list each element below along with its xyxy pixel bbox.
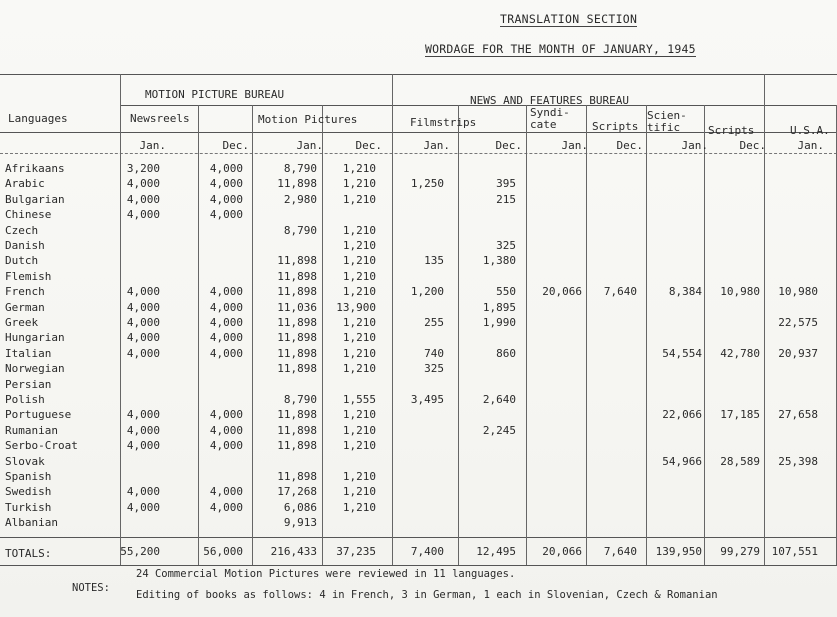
table-cell: 10,980 bbox=[720, 285, 760, 299]
language-label: Afrikaans bbox=[5, 162, 65, 175]
table-cell: 4,000 bbox=[126, 192, 160, 206]
table-cell: 4,000 bbox=[126, 331, 160, 345]
language-label: Norwegian bbox=[5, 362, 65, 376]
table-cell: 28,589 bbox=[720, 454, 760, 468]
col-header-usa: U.S.A. bbox=[790, 124, 830, 137]
table-cell: 22,066 bbox=[662, 408, 702, 422]
table-cell: 2,640 bbox=[482, 393, 516, 406]
table-cell: 1,210 bbox=[342, 423, 376, 437]
table-cell: 1,210 bbox=[342, 500, 376, 514]
language-label: Slovak bbox=[5, 454, 45, 468]
table-cell: 2,245 bbox=[482, 423, 516, 437]
column-divider bbox=[252, 105, 253, 565]
language-label: Italian bbox=[5, 346, 52, 360]
table-cell: 1,895 bbox=[482, 300, 516, 314]
language-label: Rumanian bbox=[5, 423, 58, 437]
table-cell: 4,000 bbox=[126, 408, 160, 422]
month-header: Dec. bbox=[355, 139, 382, 152]
group-header-nfb: NEWS AND FEATURES BUREAU bbox=[470, 94, 629, 107]
table-cell: 1,250 bbox=[410, 177, 444, 191]
notes-line-1: 24 Commercial Motion Pictures were reviewed in 11 languages. bbox=[136, 568, 516, 580]
group-header-mpb: MOTION PICTURE BUREAU bbox=[145, 88, 285, 101]
month-header: Jan. bbox=[797, 139, 824, 152]
month-header: Dec. bbox=[616, 139, 643, 152]
table-cell: 11,898 bbox=[277, 439, 317, 453]
language-label: Flemish bbox=[5, 269, 52, 283]
table-cell: 1,210 bbox=[342, 192, 376, 206]
table-cell: 1,555 bbox=[342, 393, 376, 406]
totals-cell: 7,640 bbox=[603, 545, 637, 558]
table-cell: 8,790 bbox=[283, 223, 317, 237]
language-label: Chinese bbox=[5, 208, 52, 222]
column-divider bbox=[120, 74, 121, 565]
table-cell: 325 bbox=[496, 239, 516, 252]
table-cell: 4,000 bbox=[209, 346, 243, 360]
table-cell: 4,000 bbox=[209, 439, 243, 453]
table-cell: 4,000 bbox=[209, 192, 243, 206]
rule-totals-bottom bbox=[0, 565, 837, 566]
col-header-filmstrips: Filmstrips bbox=[410, 116, 477, 129]
table-cell: 1,210 bbox=[342, 269, 376, 283]
column-divider bbox=[526, 105, 527, 565]
table-cell: 1,210 bbox=[342, 285, 376, 299]
table-cell: 4,000 bbox=[126, 208, 160, 222]
month-header: Jan. bbox=[139, 139, 166, 152]
table-cell: 4,000 bbox=[126, 485, 160, 499]
col-header-scripts-1: Scripts bbox=[592, 120, 639, 133]
table-cell: 1,210 bbox=[342, 162, 376, 175]
language-label: Bulgarian bbox=[5, 192, 65, 206]
table-cell: 4,000 bbox=[209, 423, 243, 437]
table-cell: 4,000 bbox=[209, 208, 243, 222]
language-label: Turkish bbox=[5, 500, 52, 514]
language-label: Serbo-Croat bbox=[5, 439, 78, 453]
month-header: Jan. bbox=[561, 139, 588, 152]
table-cell: 7,640 bbox=[603, 285, 637, 299]
table-cell: 4,000 bbox=[126, 177, 160, 191]
table-cell: 11,898 bbox=[277, 285, 317, 299]
table-cell: 17,185 bbox=[720, 408, 760, 422]
table-cell: 11,898 bbox=[277, 254, 317, 268]
rule-totals-top bbox=[0, 537, 837, 538]
col-header-newsreels: Newsreels bbox=[130, 112, 190, 125]
table-cell: 325 bbox=[424, 362, 444, 376]
language-label: Hungarian bbox=[5, 331, 65, 345]
table-cell: 8,790 bbox=[283, 162, 317, 175]
month-header: Dec. bbox=[739, 139, 766, 152]
column-divider bbox=[586, 105, 587, 565]
totals-label: TOTALS: bbox=[5, 547, 52, 560]
table-cell: 20,937 bbox=[778, 346, 818, 360]
table-cell: 9,913 bbox=[283, 516, 317, 530]
month-header: Jan. bbox=[681, 139, 708, 152]
month-header: Dec. bbox=[495, 139, 522, 152]
table-cell: 1,210 bbox=[342, 408, 376, 422]
table-cell: 4,000 bbox=[209, 300, 243, 314]
language-label: Polish bbox=[5, 393, 45, 406]
language-label: Persian bbox=[5, 377, 52, 391]
table-cell: 20,066 bbox=[542, 285, 582, 299]
language-label: Spanish bbox=[5, 470, 52, 483]
language-label: Czech bbox=[5, 223, 39, 237]
table-cell: 4,000 bbox=[209, 331, 243, 345]
column-divider bbox=[458, 105, 459, 565]
col-header-scripts-2: Scripts bbox=[708, 124, 755, 137]
column-divider bbox=[704, 105, 705, 565]
column-divider bbox=[646, 105, 647, 565]
table-cell: 4,000 bbox=[126, 285, 160, 299]
col-header-motion-pictures: Motion Pictures bbox=[258, 113, 358, 126]
language-label: Swedish bbox=[5, 485, 52, 499]
table-cell: 11,036 bbox=[277, 300, 317, 314]
language-label: Greek bbox=[5, 316, 39, 329]
table-cell: 17,268 bbox=[277, 485, 317, 499]
column-divider bbox=[198, 105, 199, 565]
table-cell: 4,000 bbox=[209, 485, 243, 499]
table-cell: 1,380 bbox=[482, 254, 516, 268]
table-cell: 11,898 bbox=[277, 331, 317, 345]
table-cell: 1,210 bbox=[342, 470, 376, 483]
table-cell: 22,575 bbox=[778, 316, 818, 329]
table-cell: 1,210 bbox=[342, 223, 376, 237]
totals-cell: 216,433 bbox=[270, 545, 317, 558]
totals-cell: 12,495 bbox=[476, 545, 516, 558]
totals-cell: 107,551 bbox=[771, 545, 818, 558]
col-header-syndicate: Syndi- cate bbox=[530, 106, 570, 131]
col-header-languages: Languages bbox=[8, 112, 68, 125]
table-cell: 1,210 bbox=[342, 439, 376, 453]
language-label: Albanian bbox=[5, 516, 58, 530]
language-label: German bbox=[5, 300, 45, 314]
table-cell: 8,790 bbox=[283, 393, 317, 406]
table-cell: 1,210 bbox=[342, 177, 376, 191]
table-cell: 8,384 bbox=[668, 285, 702, 299]
table-cell: 4,000 bbox=[126, 500, 160, 514]
table-cell: 1,210 bbox=[342, 346, 376, 360]
table-cell: 4,000 bbox=[209, 162, 243, 175]
col-header-scientific: Scien- tific bbox=[647, 109, 687, 134]
table-cell: 11,898 bbox=[277, 316, 317, 329]
totals-cell: 139,950 bbox=[655, 545, 702, 558]
language-label: Danish bbox=[5, 239, 45, 252]
table-cell: 1,990 bbox=[482, 316, 516, 329]
table-cell: 2,980 bbox=[283, 192, 317, 206]
column-divider bbox=[322, 105, 323, 565]
table-cell: 1,210 bbox=[342, 362, 376, 376]
language-label: French bbox=[5, 285, 45, 299]
month-header: Jan. bbox=[423, 139, 450, 152]
table-cell: 4,000 bbox=[126, 439, 160, 453]
table-cell: 860 bbox=[496, 346, 516, 360]
table-cell: 42,780 bbox=[720, 346, 760, 360]
table-cell: 11,898 bbox=[277, 423, 317, 437]
table-cell: 11,898 bbox=[277, 269, 317, 283]
table-cell: 13,900 bbox=[336, 300, 376, 314]
column-divider bbox=[392, 74, 393, 565]
table-cell: 11,898 bbox=[277, 362, 317, 376]
document-subtitle: WORDAGE FOR THE MONTH OF JANUARY, 1945 bbox=[425, 42, 696, 56]
totals-cell: 99,279 bbox=[720, 545, 760, 558]
table-cell: 6,086 bbox=[283, 500, 317, 514]
totals-cell: 55,200 bbox=[120, 545, 160, 558]
totals-cell: 37,235 bbox=[336, 545, 376, 558]
notes-label: NOTES: bbox=[72, 582, 110, 594]
totals-cell: 20,066 bbox=[542, 545, 582, 558]
rule-months bbox=[0, 153, 837, 154]
notes-line-2: Editing of books as follows: 4 in French, 3 in German, 1 each in Slovenian, Czech & Romanian bbox=[136, 589, 718, 601]
table-cell: 4,000 bbox=[209, 408, 243, 422]
table-cell: 10,980 bbox=[778, 285, 818, 299]
table-cell: 1,210 bbox=[342, 485, 376, 499]
table-cell: 3,200 bbox=[126, 162, 160, 175]
table-cell: 4,000 bbox=[126, 423, 160, 437]
language-label: Arabic bbox=[5, 177, 45, 191]
table-cell: 54,966 bbox=[662, 454, 702, 468]
table-cell: 215 bbox=[496, 192, 516, 206]
table-cell: 740 bbox=[424, 346, 444, 360]
table-cell: 27,658 bbox=[778, 408, 818, 422]
table-cell: 1,210 bbox=[342, 254, 376, 268]
table-cell: 4,000 bbox=[126, 300, 160, 314]
month-header: Dec. bbox=[222, 139, 249, 152]
table-cell: 135 bbox=[424, 254, 444, 268]
table-cell: 1,210 bbox=[342, 331, 376, 345]
rule-top bbox=[0, 74, 837, 75]
table-cell: 4,000 bbox=[209, 177, 243, 191]
table-cell: 3,495 bbox=[410, 393, 444, 406]
totals-cell: 7,400 bbox=[410, 545, 444, 558]
table-cell: 4,000 bbox=[209, 285, 243, 299]
table-cell: 4,000 bbox=[126, 316, 160, 329]
table-cell: 4,000 bbox=[209, 500, 243, 514]
table-cell: 395 bbox=[496, 177, 516, 191]
month-header: Jan. bbox=[296, 139, 323, 152]
table-cell: 54,554 bbox=[662, 346, 702, 360]
table-cell: 4,000 bbox=[126, 346, 160, 360]
table-cell: 11,898 bbox=[277, 470, 317, 483]
language-label: Portuguese bbox=[5, 408, 72, 422]
table-cell: 11,898 bbox=[277, 346, 317, 360]
table-cell: 1,210 bbox=[342, 316, 376, 329]
table-cell: 1,210 bbox=[342, 239, 376, 252]
table-cell: 255 bbox=[424, 316, 444, 329]
table-cell: 1,200 bbox=[410, 285, 444, 299]
table-cell: 4,000 bbox=[209, 316, 243, 329]
totals-cell: 56,000 bbox=[203, 545, 243, 558]
table-cell: 11,898 bbox=[277, 177, 317, 191]
language-label: Dutch bbox=[5, 254, 39, 268]
table-cell: 25,398 bbox=[778, 454, 818, 468]
document-title: TRANSLATION SECTION bbox=[500, 12, 638, 26]
table-cell: 550 bbox=[496, 285, 516, 299]
table-cell: 11,898 bbox=[277, 408, 317, 422]
